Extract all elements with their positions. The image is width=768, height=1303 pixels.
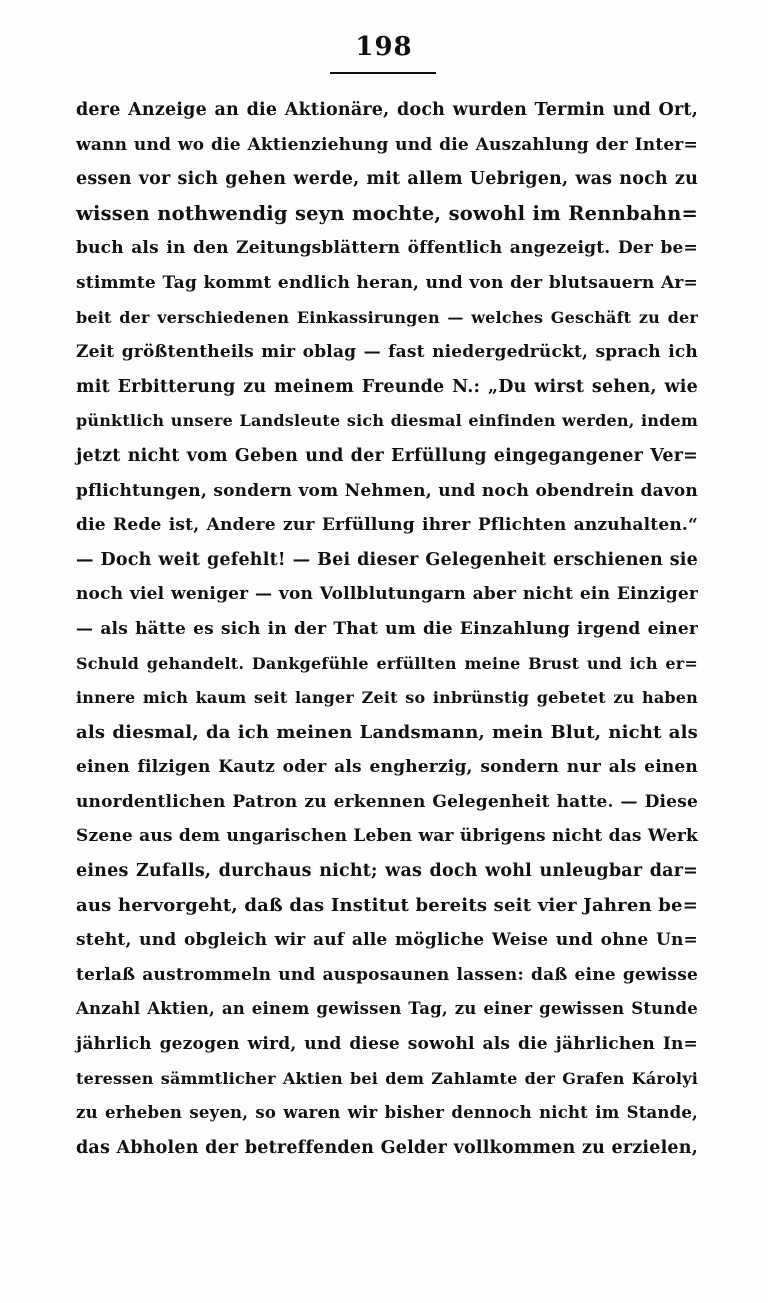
text-line: wann und wo die Aktienziehung und die Auszahlung der Inter= xyxy=(76,134,698,155)
text-line: zu erheben seyen, so waren wir bisher dennoch nicht im Stande, xyxy=(76,1103,698,1123)
text-line: — Doch weit gefehlt! — Bei dieser Gelegenheit erschienen sie xyxy=(76,549,698,570)
text-line: aus hervorgeht, daß das Institut bereits seit vier Jahren be= xyxy=(76,894,698,916)
text-line: eines Zufalls, durchaus nicht; was doch wohl unleugbar dar= xyxy=(76,861,698,882)
body-text xyxy=(76,93,698,1165)
text-line: als diesmal, da ich meinen Landsmann, mein Blut, nicht als xyxy=(76,721,698,743)
text-line: terlaß austrommeln und ausposaunen lassen: daß eine gewisse xyxy=(76,964,698,985)
text-line: innere mich kaum seit langer Zeit so inbrünstig gebetet zu haben xyxy=(76,688,698,708)
text-line: jetzt nicht vom Geben und der Erfüllung eingegangener Ver= xyxy=(76,445,698,466)
text-line: das Abholen der betreffenden Gelder vollkommen zu erzielen, xyxy=(76,1137,698,1158)
text-line: Schuld gehandelt. Dankgefühle erfüllten meine Brust und ich er= xyxy=(76,653,698,673)
text-line: wissen nothwendig seyn mochte, sowohl im Rennbahn= xyxy=(76,201,698,225)
page-number: 198 xyxy=(355,32,413,62)
text-line: Zeit größtentheils mir oblag — fast niedergedrückt, sprach ich xyxy=(76,342,698,363)
text-line: dere Anzeige an die Aktionäre, doch wurden Termin und Ort, xyxy=(76,100,698,120)
text-line: einen filzigen Kautz oder als engherzig, sondern nur als einen xyxy=(76,757,698,778)
text-line: beit der verschiedenen Einkassirungen — welches Geschäft zu der xyxy=(76,307,698,327)
text-line: unordentlichen Patron zu erkennen Gelegenheit hatte. — Diese xyxy=(76,791,698,812)
text-line: die Rede ist, Andere zur Erfüllung ihrer Pflichten anzuhalten.“ xyxy=(76,515,698,536)
text-line: pflichtungen, sondern vom Nehmen, und noch obendrein davon xyxy=(76,480,698,501)
text-line: Szene aus dem ungarischen Leben war übrigens nicht das Werk xyxy=(76,826,698,847)
text-line: steht, und obgleich wir auf alle mögliche Weise und ohne Un= xyxy=(76,930,698,951)
text-line: buch als in den Zeitungsblättern öffentlich angezeigt. Der be= xyxy=(76,238,698,259)
text-line: essen vor sich gehen werde, mit allem Uebrigen, was noch zu xyxy=(76,169,698,190)
header-rule xyxy=(330,72,436,74)
text-line: mit Erbitterung zu meinem Freunde N.: „Du wirst sehen, wie xyxy=(76,376,698,397)
text-line: pünktlich unsere Landsleute sich diesmal einfinden werden, indem xyxy=(76,411,698,431)
text-line: — als hätte es sich in der That um die Einzahlung irgend einer xyxy=(76,618,698,639)
text-line: noch viel weniger — von Vollblutungarn aber nicht ein Einziger xyxy=(76,584,698,605)
text-line: Anzahl Aktien, an einem gewissen Tag, zu einer gewissen Stunde xyxy=(76,999,698,1019)
text-line: stimmte Tag kommt endlich heran, und von der blutsauern Ar= xyxy=(76,272,698,293)
text-line: teressen sämmtlicher Aktien bei dem Zahlamte der Grafen Károlyi xyxy=(76,1068,698,1088)
text-line: jährlich gezogen wird, und diese sowohl als die jährlichen In= xyxy=(76,1034,698,1055)
